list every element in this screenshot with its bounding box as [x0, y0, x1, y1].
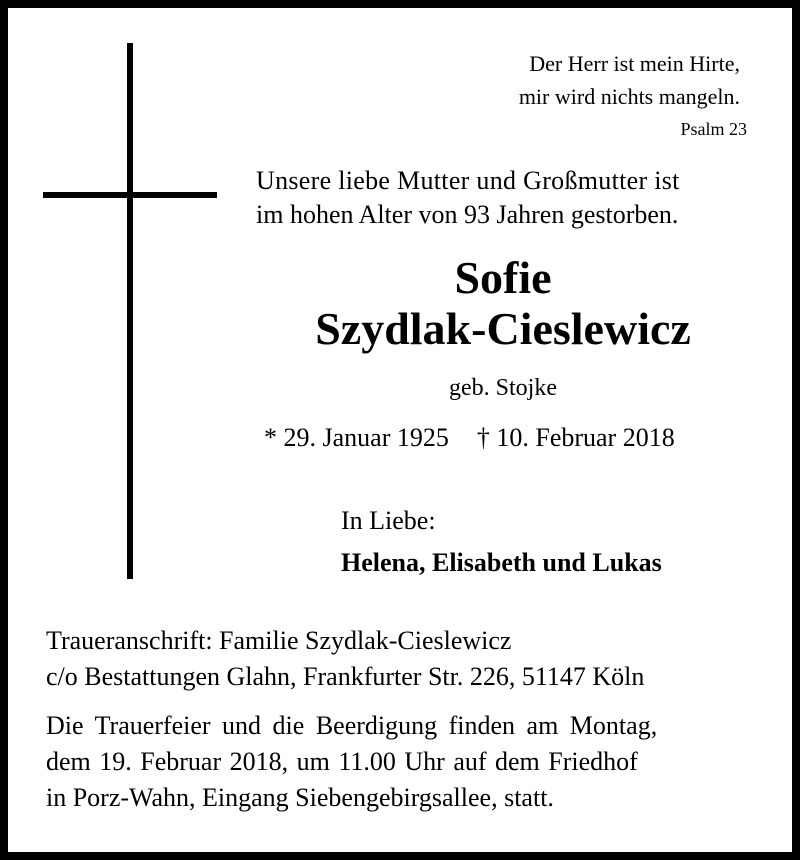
- intro-line-1: Unsere liebe Mutter und Großmutter ist: [256, 166, 680, 195]
- cross-vertical-bar: [127, 43, 133, 579]
- deceased-first-name: Sofie: [454, 252, 552, 303]
- mourners-intro: In Liebe:: [341, 506, 436, 535]
- ceremony-line-2: dem 19. Februar 2018, um 11.00 Uhr auf dem Friedhof: [46, 747, 638, 776]
- death-date: † 10. Februar 2018: [476, 423, 675, 452]
- address-line-2: c/o Bestattungen Glahn, Frankfurter Str. 226, 51147 Köln: [46, 662, 645, 691]
- deceased-last-name: Szydlak-Cieslewicz: [315, 303, 691, 354]
- psalm-reference: Psalm 23: [680, 119, 747, 139]
- cross-horizontal-bar: [43, 192, 217, 198]
- life-dates: [264, 425, 675, 451]
- intro-line-2: im hohen Alter von 93 Jahren gestorben.: [256, 200, 679, 229]
- mourners-names: Helena, Elisabeth und Lukas: [341, 548, 662, 577]
- birth-name: geb. Stojke: [449, 375, 557, 401]
- address-line-1: Traueranschrift: Familie Szydlak-Cieslewicz: [46, 626, 512, 655]
- psalm-line-2: mir wird nichts mangeln.: [518, 84, 740, 109]
- ceremony-line-3: in Porz-Wahn, Eingang Siebengebirgsallee, statt.: [46, 783, 554, 812]
- birth-date: * 29. Januar 1925: [264, 423, 449, 452]
- ceremony-line-1: Die Trauerfeier und die Beerdigung finden am Montag,: [46, 711, 658, 740]
- psalm-line-1: Der Herr ist mein Hirte,: [529, 51, 740, 76]
